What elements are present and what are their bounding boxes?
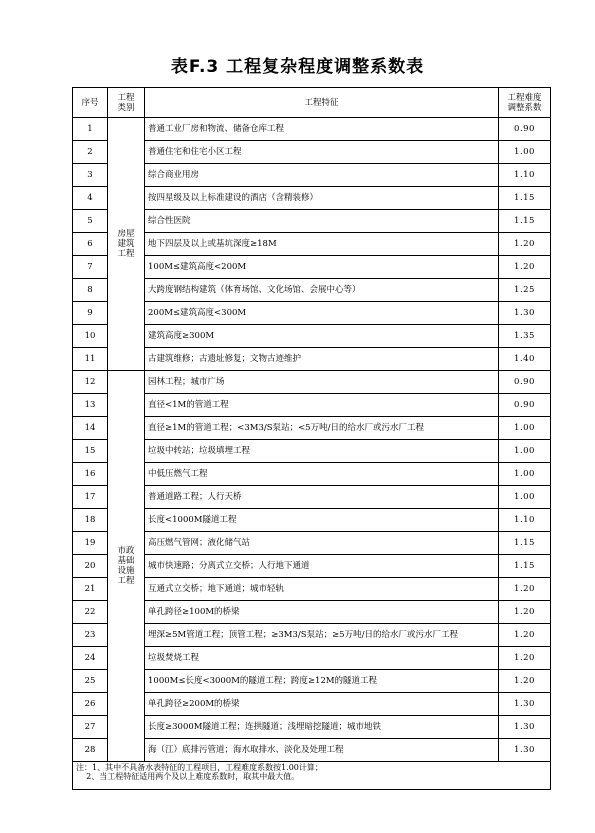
row-number: 2 bbox=[73, 141, 108, 164]
row-number: 16 bbox=[73, 463, 108, 486]
table-row bbox=[73, 532, 551, 555]
header-coefficient: 工程难度调整系数 bbox=[499, 88, 551, 118]
coefficient-cell: 0.90 bbox=[499, 394, 551, 417]
row-number: 22 bbox=[73, 601, 108, 624]
coefficient-cell: 1.10 bbox=[499, 509, 551, 532]
table-row bbox=[73, 440, 551, 463]
feature-cell: 垃圾焚烧工程 bbox=[145, 647, 499, 670]
feature-cell: 高压燃气管网；液化储气站 bbox=[145, 532, 499, 555]
coefficient-cell: 1.00 bbox=[499, 440, 551, 463]
row-number: 27 bbox=[73, 716, 108, 739]
feature-cell: 直径<1M的管道工程 bbox=[145, 394, 499, 417]
coefficient-cell: 1.40 bbox=[499, 348, 551, 371]
table-row bbox=[73, 578, 551, 601]
feature-cell: 互通式立交桥；地下通道；城市轻轨 bbox=[145, 578, 499, 601]
table-row bbox=[73, 509, 551, 532]
coefficient-cell: 1.20 bbox=[499, 647, 551, 670]
table-title: 表F.3 工程复杂程度调整系数表 bbox=[170, 57, 425, 77]
header-category: 工程类别 bbox=[108, 88, 145, 118]
coefficient-cell: 1.00 bbox=[499, 463, 551, 486]
table-row bbox=[73, 256, 551, 279]
feature-cell: 海（江）底排污管道；海水取排水、淡化及处理工程 bbox=[145, 739, 499, 762]
feature-cell: 建筑高度≥300M bbox=[145, 325, 499, 348]
coefficient-cell: 1.00 bbox=[499, 141, 551, 164]
table-row bbox=[73, 670, 551, 693]
row-number: 11 bbox=[73, 348, 108, 371]
row-number: 13 bbox=[73, 394, 108, 417]
row-number: 19 bbox=[73, 532, 108, 555]
row-number: 28 bbox=[73, 739, 108, 762]
coefficient-cell: 1.20 bbox=[499, 601, 551, 624]
feature-cell: 单孔跨径≥200M的桥梁 bbox=[145, 693, 499, 716]
row-number: 6 bbox=[73, 233, 108, 256]
row-number: 23 bbox=[73, 624, 108, 647]
coefficient-cell: 1.20 bbox=[499, 578, 551, 601]
feature-cell: 综合商业用房 bbox=[145, 164, 499, 187]
note-line-1: 注：1、其中不具备水表特征的工程项目，工程难度系数按1.00计算； bbox=[76, 763, 323, 772]
coefficient-cell: 1.30 bbox=[499, 693, 551, 716]
table-row bbox=[73, 601, 551, 624]
coefficient-cell: 1.30 bbox=[499, 739, 551, 762]
row-number: 25 bbox=[73, 670, 108, 693]
row-number: 26 bbox=[73, 693, 108, 716]
row-number: 21 bbox=[73, 578, 108, 601]
row-number: 24 bbox=[73, 647, 108, 670]
table-row bbox=[73, 302, 551, 325]
notes-row bbox=[73, 762, 551, 790]
note-line-2: 2、当工程特征适用两个及以上难度系数时，取其中最大值。 bbox=[76, 772, 300, 781]
table-row bbox=[73, 164, 551, 187]
row-number: 18 bbox=[73, 509, 108, 532]
coefficient-cell: 1.30 bbox=[499, 302, 551, 325]
table-row bbox=[73, 417, 551, 440]
notes-cell bbox=[73, 762, 551, 790]
feature-cell: 大跨度钢结构建筑（体育场馆、文化场馆、会展中心等） bbox=[145, 279, 499, 302]
adjustment-coefficient-table bbox=[72, 87, 551, 790]
table-row bbox=[73, 210, 551, 233]
row-number: 14 bbox=[73, 417, 108, 440]
coefficient-cell: 1.20 bbox=[499, 670, 551, 693]
coefficient-cell: 1.15 bbox=[499, 210, 551, 233]
row-number: 15 bbox=[73, 440, 108, 463]
feature-cell: 按四星级及以上标准建设的酒店（含精装修） bbox=[145, 187, 499, 210]
feature-cell: 100M≤建筑高度<200M bbox=[145, 256, 499, 279]
coefficient-cell: 1.00 bbox=[499, 417, 551, 440]
table-row bbox=[73, 118, 551, 141]
table-row bbox=[73, 463, 551, 486]
table-row bbox=[73, 647, 551, 670]
coefficient-cell: 1.20 bbox=[499, 256, 551, 279]
table-row bbox=[73, 555, 551, 578]
coefficient-cell: 1.20 bbox=[499, 624, 551, 647]
row-number: 12 bbox=[73, 371, 108, 394]
category-cell bbox=[108, 371, 145, 762]
coefficient-cell: 1.15 bbox=[499, 555, 551, 578]
table-row bbox=[73, 739, 551, 762]
feature-cell: 普通工业厂房和物流、储备仓库工程 bbox=[145, 118, 499, 141]
feature-cell: 直径≥1M的管道工程；<3M3/S泵站；<5万吨/日的给水厂或污水厂工程 bbox=[145, 417, 499, 440]
feature-cell: 长度≥3000M隧道工程；连拱隧道；浅埋暗挖隧道；城市地铁 bbox=[145, 716, 499, 739]
table-row bbox=[73, 693, 551, 716]
feature-cell: 普通住宅和住宅小区工程 bbox=[145, 141, 499, 164]
table-row bbox=[73, 279, 551, 302]
row-number: 4 bbox=[73, 187, 108, 210]
table-row bbox=[73, 394, 551, 417]
row-number: 20 bbox=[73, 555, 108, 578]
table-row bbox=[73, 233, 551, 256]
table-row bbox=[73, 325, 551, 348]
row-number: 10 bbox=[73, 325, 108, 348]
coefficient-cell: 1.20 bbox=[499, 233, 551, 256]
table-row bbox=[73, 348, 551, 371]
coefficient-cell: 1.35 bbox=[499, 325, 551, 348]
table-row bbox=[73, 716, 551, 739]
feature-cell: 普通道路工程；人行天桥 bbox=[145, 486, 499, 509]
feature-cell: 园林工程；城市广场 bbox=[145, 371, 499, 394]
row-number: 8 bbox=[73, 279, 108, 302]
coefficient-cell: 1.25 bbox=[499, 279, 551, 302]
feature-cell: 城市快速路；分离式立交桥；人行地下通道 bbox=[145, 555, 499, 578]
row-number: 7 bbox=[73, 256, 108, 279]
feature-cell: 地下四层及以上或基坑深度≥18M bbox=[145, 233, 499, 256]
table-row bbox=[73, 141, 551, 164]
feature-cell: 埋深≥5M管道工程；顶管工程；≥3M3/S泵站；≥5万吨/日的给水厂或污水厂工程 bbox=[145, 624, 499, 647]
header-row bbox=[73, 88, 551, 118]
coefficient-cell: 0.90 bbox=[499, 118, 551, 141]
row-number: 9 bbox=[73, 302, 108, 325]
feature-cell: 综合性医院 bbox=[145, 210, 499, 233]
coefficient-cell: 1.15 bbox=[499, 532, 551, 555]
row-number: 17 bbox=[73, 486, 108, 509]
feature-cell: 长度<1000M隧道工程 bbox=[145, 509, 499, 532]
category-label: 房屋建筑工程 bbox=[117, 229, 135, 259]
feature-cell: 垃圾中转站；垃圾填埋工程 bbox=[145, 440, 499, 463]
header-no: 序号 bbox=[73, 88, 108, 118]
row-number: 3 bbox=[73, 164, 108, 187]
feature-cell: 200M≤建筑高度<300M bbox=[145, 302, 499, 325]
coefficient-cell: 1.15 bbox=[499, 187, 551, 210]
category-cell bbox=[108, 118, 145, 371]
table-row bbox=[73, 371, 551, 394]
table-row bbox=[73, 486, 551, 509]
category-label: 市政基础设施工程 bbox=[117, 546, 135, 586]
coefficient-cell: 1.30 bbox=[499, 716, 551, 739]
feature-cell: 中低压燃气工程 bbox=[145, 463, 499, 486]
row-number: 5 bbox=[73, 210, 108, 233]
feature-cell: 单孔跨径≥100M的桥梁 bbox=[145, 601, 499, 624]
table-row bbox=[73, 624, 551, 647]
coefficient-cell: 0.90 bbox=[499, 371, 551, 394]
header-feature: 工程特征 bbox=[145, 88, 499, 118]
coefficient-cell: 1.10 bbox=[499, 164, 551, 187]
row-number: 1 bbox=[73, 118, 108, 141]
table-body bbox=[73, 118, 551, 762]
feature-cell: 古建筑维修；古遗址修复；文物古迹维护 bbox=[145, 348, 499, 371]
coefficient-cell: 1.00 bbox=[499, 486, 551, 509]
feature-cell: 1000M≤长度<3000M的隧道工程；跨度≥12M的隧道工程 bbox=[145, 670, 499, 693]
table-row bbox=[73, 187, 551, 210]
